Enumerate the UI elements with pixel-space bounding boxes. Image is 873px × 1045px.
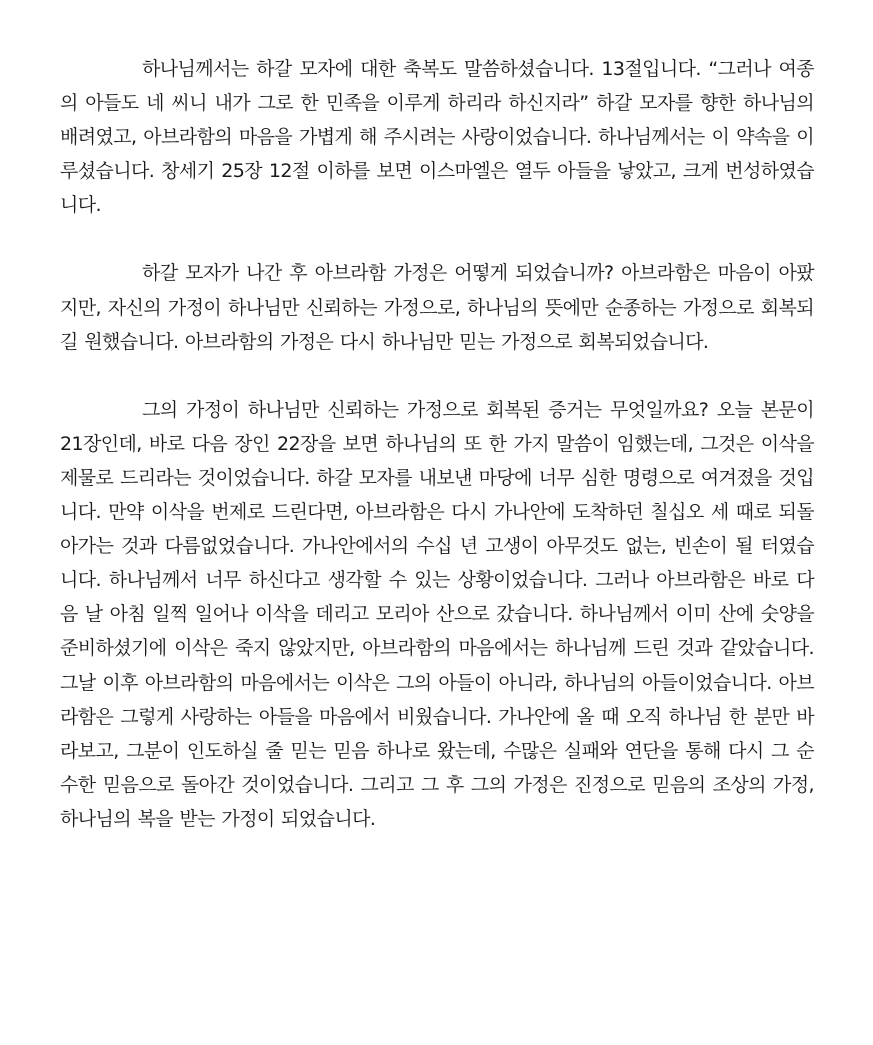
document-page: [60, 52, 814, 836]
paragraph-2: 하갈 모자가 나간 후 아브라함 가정은 어떻게 되었습니까? 아브라함은 마음이 아팠지만, 자신의 가정이 하나님만 신뢰하는 가정으로, 하나님의 뜻에만 순종하는 가정으로 회복되길 원했습니다. 아브라함의 가정은 다시 하나님만 믿는 가정으로 회복되었습니다.: [60, 262, 814, 353]
paragraph-1: 하나님께서는 하갈 모자에 대한 축복도 말씀하셨습니다. 13절입니다. “그러나 여종의 아들도 네 씨니 내가 그로 한 민족을 이루게 하리라 하신지라” 하갈 모자를 향한 하나님의 배려였고, 아브라함의 마음을 가볍게 해 주시려는 사랑이었습니다. 하나님께서는 이 약속을 이루셨습니다. 창세기 25장 12절 이하를 보면 이스마엘은 열두 아들을 낳았고, 크게 번성하였습니다.: [60, 58, 814, 217]
paragraph-3: 그의 가정이 하나님만 신뢰하는 가정으로 회복된 증거는 무엇일까요? 오늘 본문이 21장인데, 바로 다음 장인 22장을 보면 하나님의 또 한 가지 말씀이 임했는데, 그것은 이삭을 제물로 드리라는 것이었습니다. 하갈 모자를 내보낸 마당에 너무 심한 명령으로 여겨졌을 것입니다. 만약 이삭을 번제로 드린다면, 아브라함은 다시 가나안에 도착하던 칠십오 세 때로 되돌아가는 것과 다름없었습니다. 가나안에서의 수십 년 고생이 아무것도 없는, 빈손이 될 터였습니다. 하나님께서 너무 하신다고 생각할 수 있는 상황이었습니다. 그러나 아브라함은 바로 다음 날 아침 일찍 일어나 이삭을 데리고 모리아 산으로 갔습니다. 하나님께서 이미 산에 숫양을 준비하셨기에 이삭은 죽지 않았지만, 아브라함의 마음에서는 하나님께 드린 것과 같았습니다. 그날 이후 아브라함의 마음에서는 이삭은 그의 아들이 아니라, 하나님의 아들이었습니다. 아브라함은 그렇게 사랑하는 아들을 마음에서 비웠습니다. 가나안에 올 때 오직 하나님 한 분만 바라보고, 그분이 인도하실 줄 믿는 믿음 하나로 왔는데, 수많은 실패와 연단을 통해 다시 그 순수한 믿음으로 돌아간 것이었습니다. 그리고 그 후 그의 가정은 진정으로 믿음의 조상의 가정, 하나님의 복을 받는 가정이 되었습니다.: [60, 398, 814, 830]
